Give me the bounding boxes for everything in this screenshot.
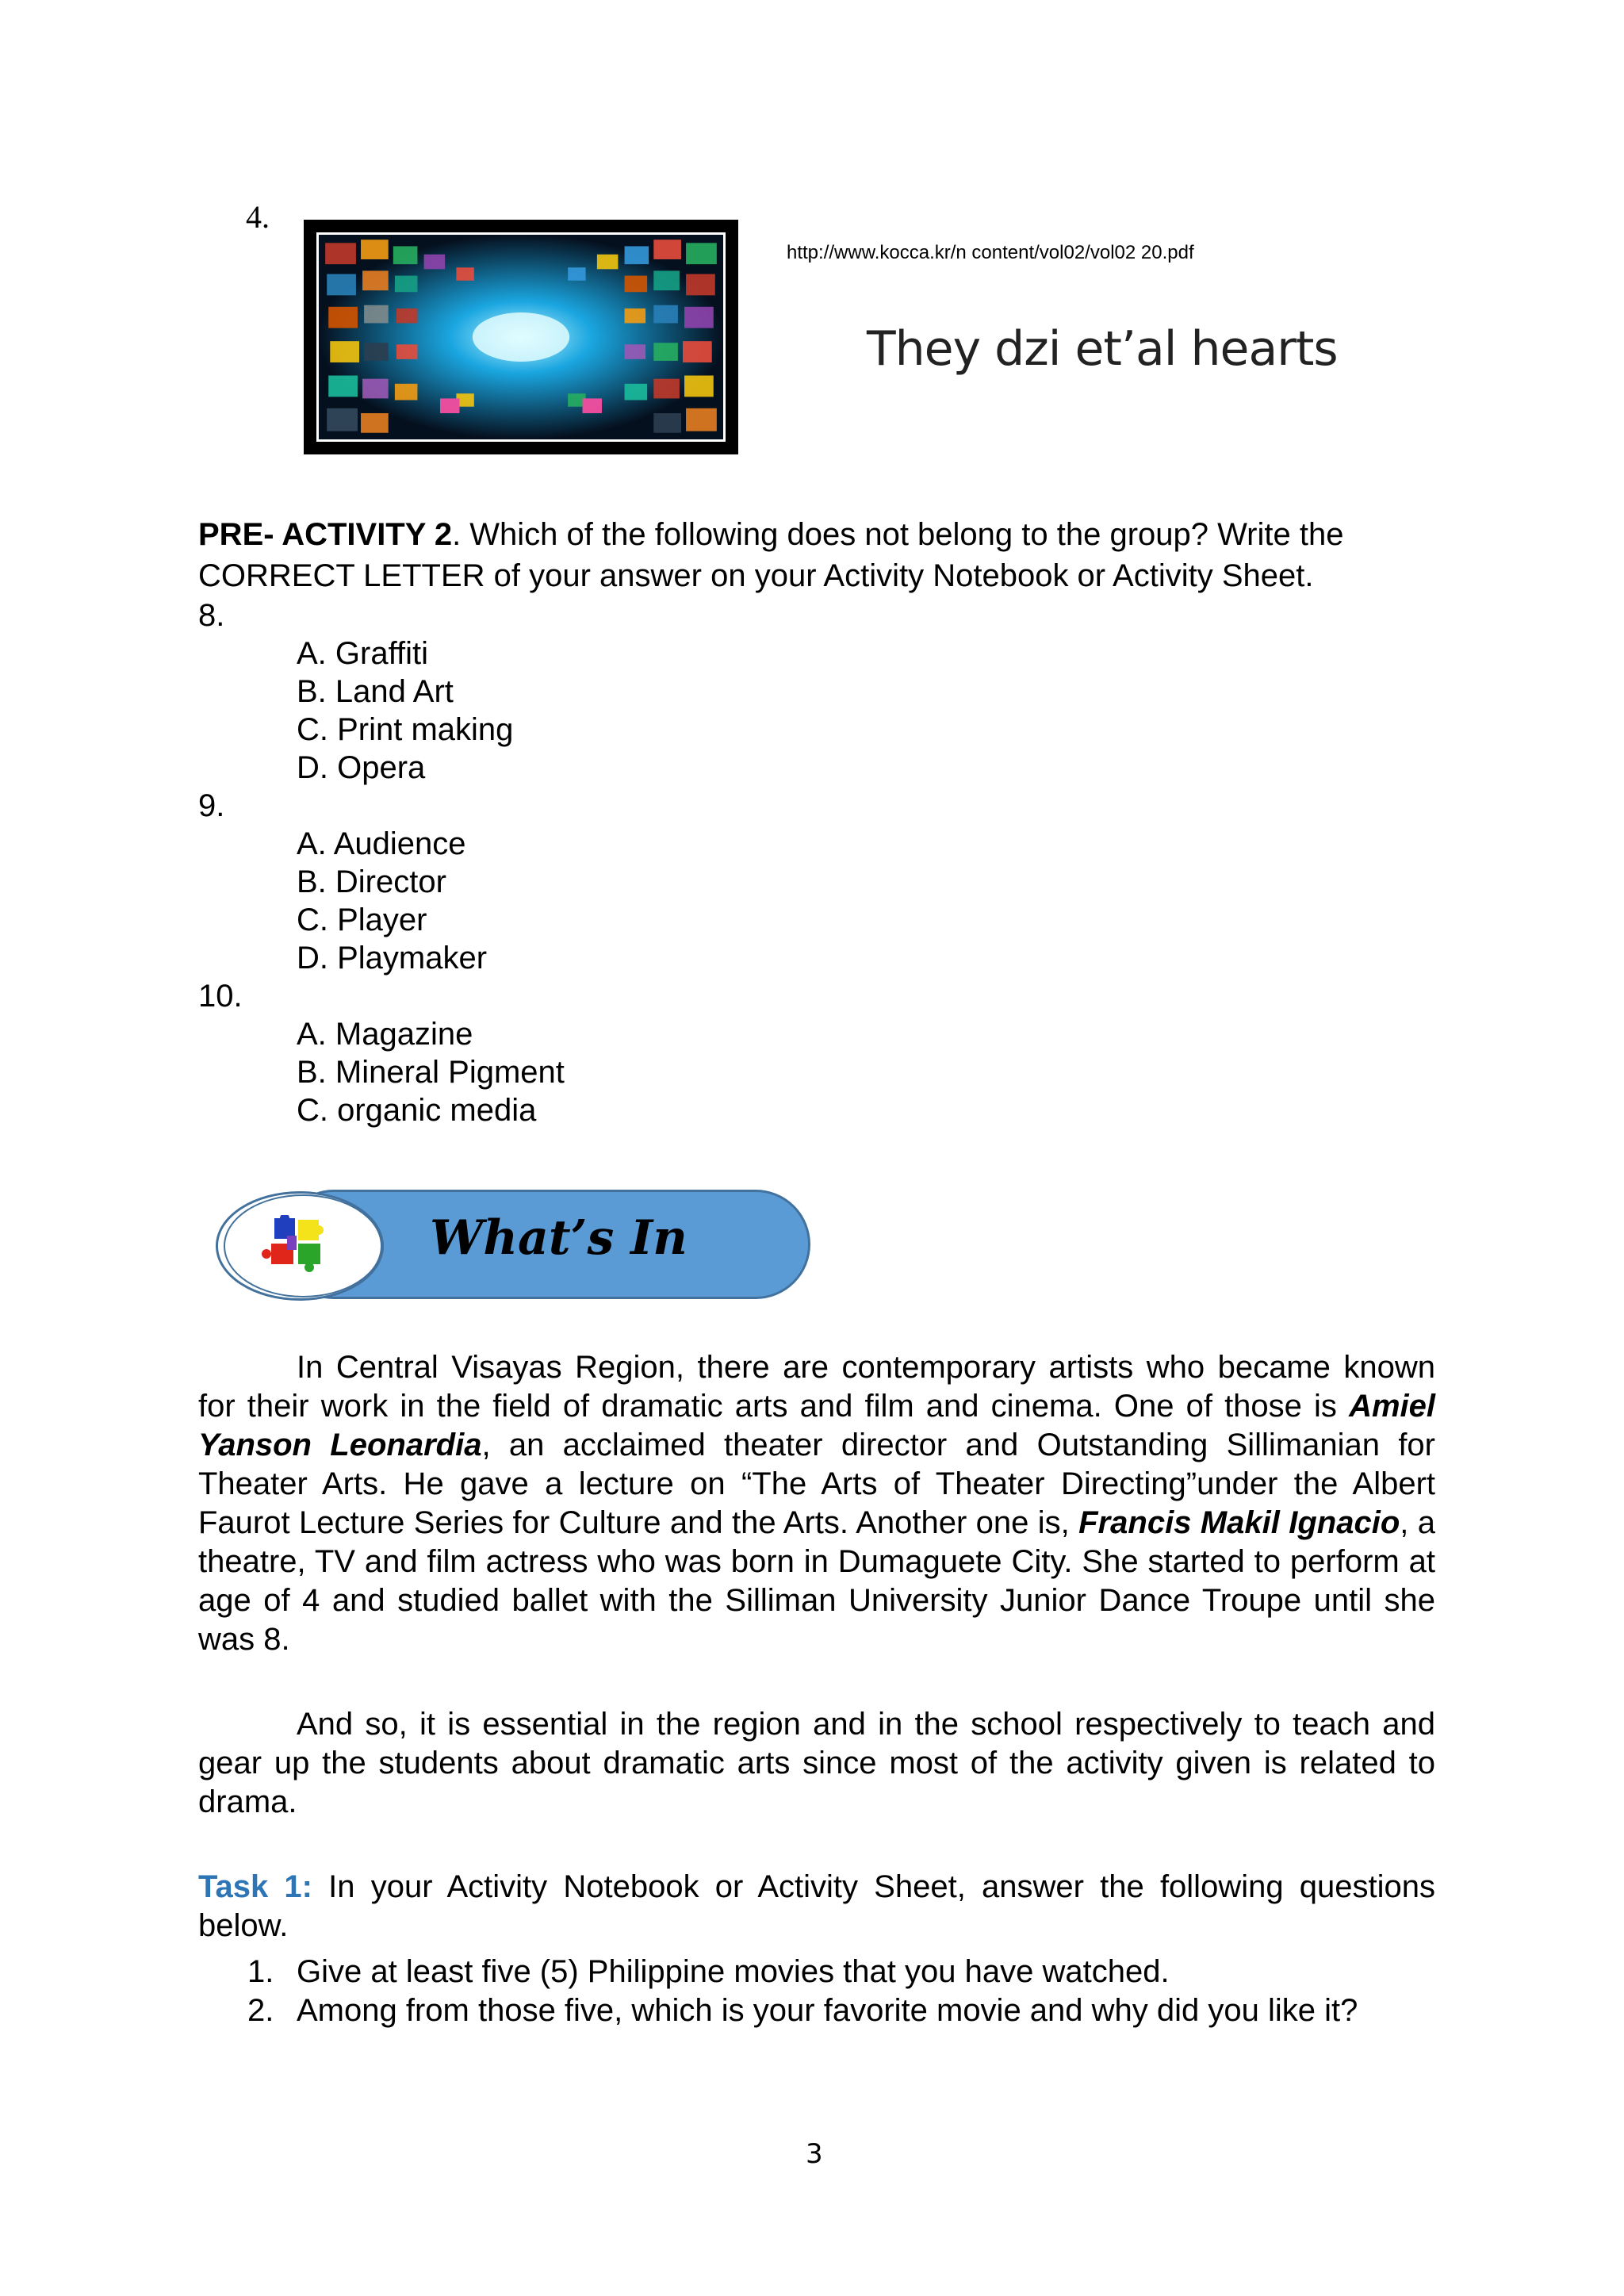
list-number: 1.: [247, 1954, 274, 1989]
list-item: Among from those five, which is your favorite movie and why did you like it?: [297, 1993, 1358, 2028]
source-url: http://www.kocca.kr/n content/vol02/vol02 20.pdf: [787, 242, 1194, 263]
section-banner: [216, 1190, 810, 1302]
puzzle-icon: [260, 1215, 336, 1275]
paragraph-artists: [198, 1348, 1435, 1659]
pre-activity-text: . Which of the following does not belong to the group? Write the CORRECT LETTER of your answer on your Activity Notebook or Activity Sheet.: [198, 517, 1344, 593]
question-option: A. Magazine: [297, 1017, 473, 1052]
paragraph-text: , an acclaimed theater director and Outstanding Sillimanian for Theater Arts. He gave a lecture on “The Arts of Theater Directing”under the Albert Faurot Lecture Series for Culture and the Arts. Another one is,: [198, 1428, 1435, 1540]
list-item: Give at least five (5) Philippine movies that you have watched.: [297, 1954, 1170, 1989]
item-number: 4.: [246, 199, 270, 235]
question-option: B. Land Art: [297, 674, 454, 709]
artist-name: Amiel Yanson Leonardia: [198, 1389, 1435, 1462]
video-wall-graphic: [319, 235, 723, 439]
task-label: Task 1:: [198, 1869, 312, 1904]
paragraph-text: In Central Visayas Region, there are contemporary artists who became known for their work in the field of dramatic arts and film and cinema. One of those is: [198, 1350, 1435, 1424]
question-option: A. Graffiti: [297, 636, 428, 671]
question-option: D. Opera: [297, 750, 426, 785]
question-option: C. organic media: [297, 1093, 537, 1128]
paragraph-text: , a theatre, TV and film actress who was born in Dumaguete City. She started to perform at age of 4 and studied ballet with the Silliman University Junior Dance Troupe until she was 8.: [198, 1505, 1436, 1657]
question-number: 8.: [198, 598, 225, 633]
section-title: What’s In: [430, 1210, 688, 1266]
paragraph-text: And so, it is essential in the region and in the school respectively to teach and gear up the students about dramatic arts since most of the activity given is related to drama.: [198, 1707, 1435, 1819]
question-option: C. Print making: [297, 712, 514, 747]
page-number: 3: [806, 2138, 823, 2170]
question-number: 9.: [198, 788, 225, 823]
question-option: B. Director: [297, 864, 446, 899]
pre-activity-instruction: [198, 514, 1435, 596]
list-number: 2.: [247, 1993, 274, 2028]
question-option: C. Player: [297, 903, 427, 937]
question-option: A. Audience: [297, 826, 466, 861]
artist-name: Francis Makil Ignacio: [1078, 1505, 1400, 1540]
task-instruction: [198, 1868, 1435, 1945]
question-option: B. Mineral Pigment: [297, 1055, 565, 1090]
question-option: D. Playmaker: [297, 941, 488, 976]
pre-activity-label: PRE- ACTIVITY 2: [198, 517, 453, 552]
question-number: 10.: [198, 979, 243, 1014]
task-text: In your Activity Notebook or Activity Sheet, answer the following questions below.: [198, 1869, 1436, 1943]
image-caption: They dzi et’al hearts: [867, 321, 1338, 377]
paragraph-conclusion: [198, 1705, 1435, 1822]
media-wall-image: [304, 220, 738, 454]
